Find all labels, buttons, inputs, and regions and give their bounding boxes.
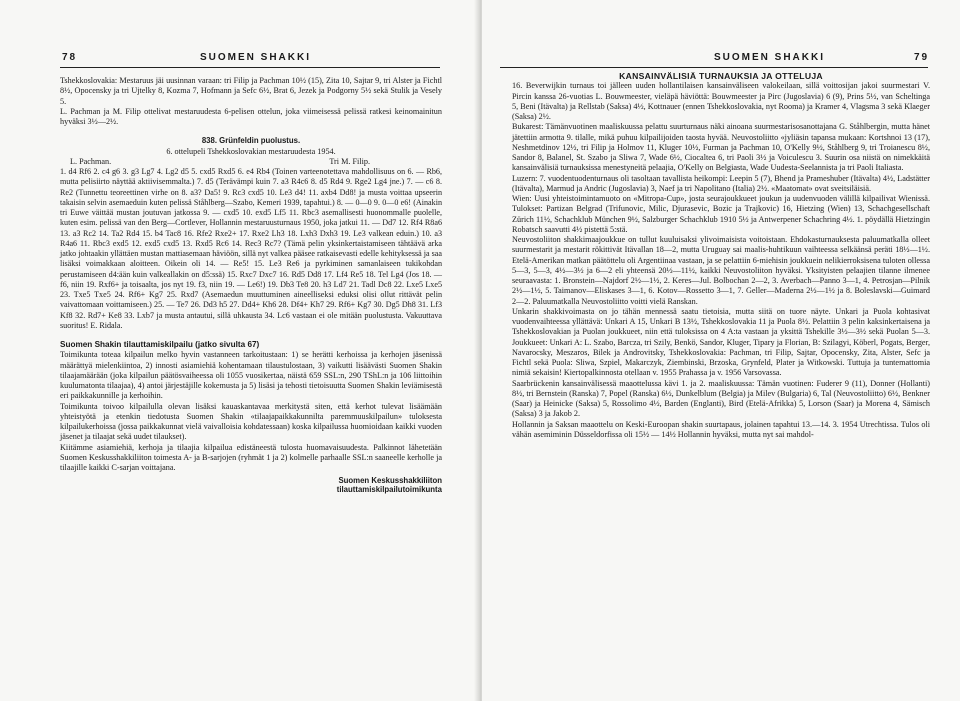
news-neuvostoliitto: Neuvostoliiton shakkimaajoukkue on tullut kuuluisaksi ylivoimaisista voitoistaan. Ehdokasturnauksesta paluumatkalla olleet suurmestarit ja mestarit rökittivät Itävallan 18—2, mutta Uruguay sai maalis-huhtikuun vaihteessa selkäänsä peräti 18½—1½. Etelä-Amerikan matkan päätöttelu oli Argentiinaa vastaan, ja se pelattiin 6-miehisin joukkuein nelikierroksisena tuloten ollessa 5—3, 5—3, 4½—3½ ja 6—2 eli yhteensä 20½—11½, kaikki Neuvostoliiton hyväksi. Yksityisten pelaajien tilanne ilmenee seuraavasta: 1. Bronstein—Najdorf 2½—1½, 2. Keres—Jul. Bolbochan 2—2, 3. Averbach—Panno 3—1, 4. Petrosjan—Pilnik 2½—1½, 5. Taimanov—Eliskases 3—1, 6. Kotov—Rossetto 3—1, 7. Geller—Maderna 2½—1½ ja 8. Boleslavski—Guimard 2—2. Paluumatkalla Neuvostoliitto voitti vielä Ranskan. bbox=[512, 235, 930, 306]
notice-signature bbox=[60, 476, 442, 494]
right-column bbox=[512, 71, 930, 440]
playoff-text: L. Pachman ja M. Filip ottelivat mestaruudesta 6-pelisen ottelun, joka viimeisessä pelissä ratkesi keinomainitun hyväksi 3½—2½. bbox=[60, 106, 442, 126]
game-event: 6. ottelupeli Tshekkoslovakian mestaruudesta 1954. bbox=[166, 146, 336, 156]
news-beverwijk: 16. Beverwijkin turnaus toi jälleen uuden hollantilaisen kansainväliseen valokeilaan, sillä voittosijan jakoi suurmestari V. Pircin kanssa 26-vuotias L. Bouwmeester, vieläpä häviöttä: Bouwmeester ja Pirc (Jugoslavia) 6 (9), Prins 5½, van Scheltinga 5, Beni (Itävalta) ja Rellstab (Saksa) 4½, Kottnauer (ennen Tshekkoslovakia, nyt Rooma) ja Kramer 4, Vlagsma 3 sekä Klaeger (Saksa) 2½. bbox=[512, 81, 930, 121]
white-player: L. Pachman. bbox=[70, 156, 112, 166]
header-rule bbox=[60, 67, 440, 68]
championship-intro: Tshekkoslovakia: Mestaruus jäi uusinnan varaan: tri Filip ja Pachman 10½ (15), Zita 10, Sajtar 9, tri Alster ja Fichtl 8½, Opocensky ja tri Ujtelky 8, Kozma 7, Hofmann ja Sefc 6½, Brat 6, Jezek ja Podgorny 5½ sekä Stulik ja Vesely 5. bbox=[60, 76, 442, 106]
players-line bbox=[70, 157, 370, 167]
notice-title: Suomen Shakin tilauttamiskilpailu (jatko sivulta 67) bbox=[60, 340, 260, 349]
notice-body-2: Toimikunta toivoo kilpailulla olevan lisäksi kauaskantavaa merkitystä siten, että kerhot tulevat lisäämään yhteistyötä ja etenkin tiedotusta Suomen Shakin «tilaajapaikkakunnilta paremmuuskilpailun» tuloksesta kilpailukerhoissa (jossa paikkakunnat vielä vaivalloisia kohdatessaan) koska kilpailussa huomioidaan kaikki vuoden jäsenet ja tilaajat sekä uudet tilaukset). bbox=[60, 401, 442, 442]
black-player: Tri M. Filip. bbox=[329, 156, 370, 166]
game-opening: Grünfeldin puolustus. bbox=[219, 136, 301, 146]
news-unkari: Unkarin shakkivoimasta on jo tähän mennessä saatu tietoisia, mutta siitä on tuore näyte. Unkari ja Puola kohtasivat vuodenvaihteessa yllättävä: Unkari A 15, Unkari B 13½, Tshekkoslovakia 11 ja Puola 8½. Pelattiin 3 pelin kaksinkertaisena ja Tshekkoslovakian ja Puolan joukkueet, niin että tuloksissa on 4 A:ta vastaan ja yksittä Tshekille 3½—3½ sekä Puolan 5—3. Joukkueet: Unkari A: L. Szabo, Barcza, tri Szily, Benkö, Sandor, Kluger, Tipary ja Florian, B: Szilagyi, Köberl, Pogats, Berger, Navarocsky, Meszaros, Bilek ja Androvitsky, Tshekkoslovakia: Pachman, tri Filip, Sajtar, Opocensky, Zita, Alster, Sefc ja Fichtl sekä Puola: Sliwa, Szpiel, Makarczyk, Ziembinski, Brzoska, Grynfeld, Plater ja Witkowski. Tuttuja ja tuntemattomia nimiä sekaisin! Kiertopalkinnosta otellaan v. 1955 Prahassa ja v. 1956 Varsovassa. bbox=[512, 306, 930, 378]
left-column bbox=[60, 76, 442, 494]
news-bukarest: Bukarest: Tämänvuotinen maaliskuussa pelattu suurturnaus näki ainoana suurmestarisosanottajana G. Ståhlbergin, mutta hänet jätettiin armotta 9. tilalle, mikä puhuu kilpailijoiden taosta hyvää. Neuvostoliitto «jyliäsin tapansa mukaan: Kortshnoi 13 (17), Neshmetdinov 12½, tri Filip ja Holmov 11, Kluger 10½, Furman ja Pachman 10, O'Kelly 9½, Ståhlberg 9, tri Troianescu 8½, Sandor 8, Balanel, St. Szabo ja Sliwa 7, Wade 6½, Ciocaltea 6, tri Paoli 3½ ja Voiculescu 3. Suurin osa niistä on nimekkäitä kansainvälisiä turnauksissa menestyneitä pelaajia, O'Kelly on Belgiasta, Wade Uudesta-Seelannista ja tri Paoli Italiasta. bbox=[512, 122, 930, 173]
signature-line: tilauttamiskilpailutoimikunta bbox=[336, 485, 442, 495]
right-page bbox=[482, 0, 960, 701]
left-page bbox=[0, 0, 478, 701]
news-luzern: Luzern: 7. vuodentuodenturnaus oli tasoltaan tavallista heikompi: Leepin 5 (7), Bhend ja Prameshuber (Itävalta) 4½, Ladstätter (Itävalta), Marmud ja Andric (Jugoslavia) 3, Naef ja tri Napolitano (Italia) 2½. «Maatomat» ovat sveitsiläisiä. bbox=[512, 173, 930, 193]
section-title: KANSAINVÄLISIÄ TURNAUKSIA JA OTTELUJA bbox=[619, 71, 823, 81]
running-title: SUOMEN SHAKKI bbox=[200, 52, 312, 63]
notice-body-3: Kiitämme asiamiehiä, kerhoja ja tilaajia kilpailua edistäneestä tulosta huomavaisuudesta. Palkinnot lähetetään Suomen Keskusshakkiliiton toimesta A- ja B-sarjojen (ryhmät 1 ja 2) kolmelle parhaalle SSL:n saaneelle kerholle ja tilaajille kaikki C-sarjan voittajana. bbox=[60, 442, 442, 472]
game-moves: 1. d4 Rf6 2. c4 g6 3. g3 Lg7 4. Lg2 d5 5. cxd5 Rxd5 6. e4 Rb4 (Toinen varteenotettava mahdollisuus on 6. — Rb6, mutta pelisiirto näyttää aktiivisemmalta.) 7. d5 (Terävämpi kuin 7. a3 R4c6 8. d5 Rd4 9. Rge2 Lg4 jne.) 7. — c6 8. Re2 (Tunnettu teoreettinen virhe on 8. a3? Da5! 9. Rc3 cxd5 10. Le3 d4! 11. axb4 Dd8! ja musta voittaa upseerin takaisin selvin asemaeduin kuten pelissä Ståhlberg—Szabo, Kemeri 1939, tapahtui.) 8. — 0—0 9. 0—0 e6! (Ainakin tri Euwe väittää mustan joutuvan jatkossa 9. — cxd5 10. exd5 Lf5 11. Rbc3 asemallisesti huonommalle puolelle, kuten esim. pelissä van den Berg—Cortlever, Hollannin mestaruusturnaus 1950, joka jatkui 11. — Dd7 12. Rf4 R8a6 13. a3 Rc2 14. Ta2 Rd4 15. b4 Tac8 16. Rfe2 Rxe2+ 17. Rxe2 Lh3 18. Lxh3 Dxh3 19. Le3 valkean eduin.) 10. a3 R4a6 11. Rbc3 exd5 12. exd5 cxd5 13. Rxd5 Rc6 14. Rec3 Rc7? (Tämä pelin yksinkertaistamiseen tähtäävä arka jatko johtaakin yllättäen mustan mattiasemaan häviöön, sillä nyt valkea pääsee ratkaisevasti edelle kehityksessä ja saa lisäksi voimakkaan aloitteen. Oikein oli 14. — Re5! 15. Le3 Re6 ja pyrkiminen samanlaiseen tukikohdan perustamiseen d4:ään kuin valkeallakin on d5:ssä) 15. Rxc7 Dxc7 16. Rd5 Dd8 17. Lf4 Re5 18. Tel Lg4 (Jos 18. — f6, niin 19. Rxf6+ ja toisaalta, jos nyt 19. f3, niin 19. — Le6!) 19. Db3 Te8 20. h3 Ld7 21. Tadl Dc8 22. Lxe5 Lxe5 23. Txe5 Txe5 24. Rf6+ Kg7 25. Rxd7 (Asemaedun muuttuminen aineelliseksi eduksi olisi ollut rittävät pelin vaivattomaan voittamiseen.) 25. — Te7 26. Dd3 h5 27. Dd4+ Kh6 28. Df4+ Kh7 29. Rf6+ Kg7 30. Dg5 Dh8 31. Lf3 Kf8 32. Rd7+ Ke8 33. Lxb7 ja musta antautui, sillä uhkausta 34. Lc6 vastaan ei ole mitään puolustusta. Vakuuttava suoritus! E. Ridala. bbox=[60, 167, 442, 330]
notice-body: Toimikunta toteaa kilpailun melko hyvin vastanneen tarkoitustaan: 1) se herätti kerhoissa ja kerhojen jäsenissä määrättyä mielenkiintoa, 2) innosti asiamiehiä kohentamaan tilaustulostaan, 3) vaikutti lisäävästi Suomen Shakin tilaajamäärään (joka kilpailun päätösvaiheessa oli 1055 vuosikertaa, näistä 659 SSL:n, 290 TShL:n ja 106 liittoihin kuulumatonta tilaajaa), 4) antoi järjestäjille kokemusta ja 5) lisäsi ja tehosti tietoisuutta Suomen Shakin leviämisestä eri paikkakunnille ja kerhoihin. bbox=[60, 350, 442, 401]
signature-line: Suomen Keskusshakkiliiton bbox=[338, 476, 442, 486]
page-number: 78 bbox=[62, 52, 78, 63]
game-number: 838. bbox=[201, 136, 217, 146]
news-saarbrucken: Saarbrückenin kansainvälisessä maaottelussa kävi 1. ja 2. maaliskuussa: Tämän vuotinen: Fuderer 9 (11), Donner (Hollanti) 8½, tri Bernstein (Ranska) 7, Popel (Ranska) 6½, Dunkelblum (Belgia) ja Milev (Bulgaria) 6, Tal (Neuvostoliitto) 6½, Benkner (Saar) ja Heinicke (Saksa) 5, Rossolimo 4½, Barden (Englanti), Bird (Etelä-Afrikka) 5, Lorson (Saar) ja Morena 4, Sämisch (Saksa) 3 ja Jakob 2. bbox=[512, 378, 930, 419]
header-rule bbox=[500, 67, 928, 68]
news-wien: Wien: Uusi yhteistoimintamuoto on «Mitropa-Cup», josta seurajoukkueet joukun ja uudenvuoden välillä kilpailivat Wienissä. Tulokset: Partizan Belgrad (Trifunovic, Milic, Djurasevic, Bozic ja Trajkovic) 16, Hietzing (Wien) 13, Schachgesellschaft Zürich 11½, Schachklub München 9½, Salzburger Schachklub 1910 5½ ja Antwerpener Schachring 4½. 1. pöydällä Hietzingin Robatsch saavutti 4½ pistettä 5:stä. bbox=[512, 194, 930, 234]
running-title: SUOMEN SHAKKI bbox=[714, 52, 826, 63]
page-number: 79 bbox=[914, 52, 930, 63]
game-heading bbox=[60, 136, 442, 146]
news-hollanti-saksa: Hollannin ja Saksan maaottelu on Keski-Euroopan shakin suurtapaus, jolainen tapahtui 13.—14. 3. 1954 Utrechtissa. Tulos oli vähän asemiminin Düsseldorfissa oli 15½ — 14½ Hollannin hyväksi, mutta nyt sai mahdol- bbox=[512, 419, 930, 439]
